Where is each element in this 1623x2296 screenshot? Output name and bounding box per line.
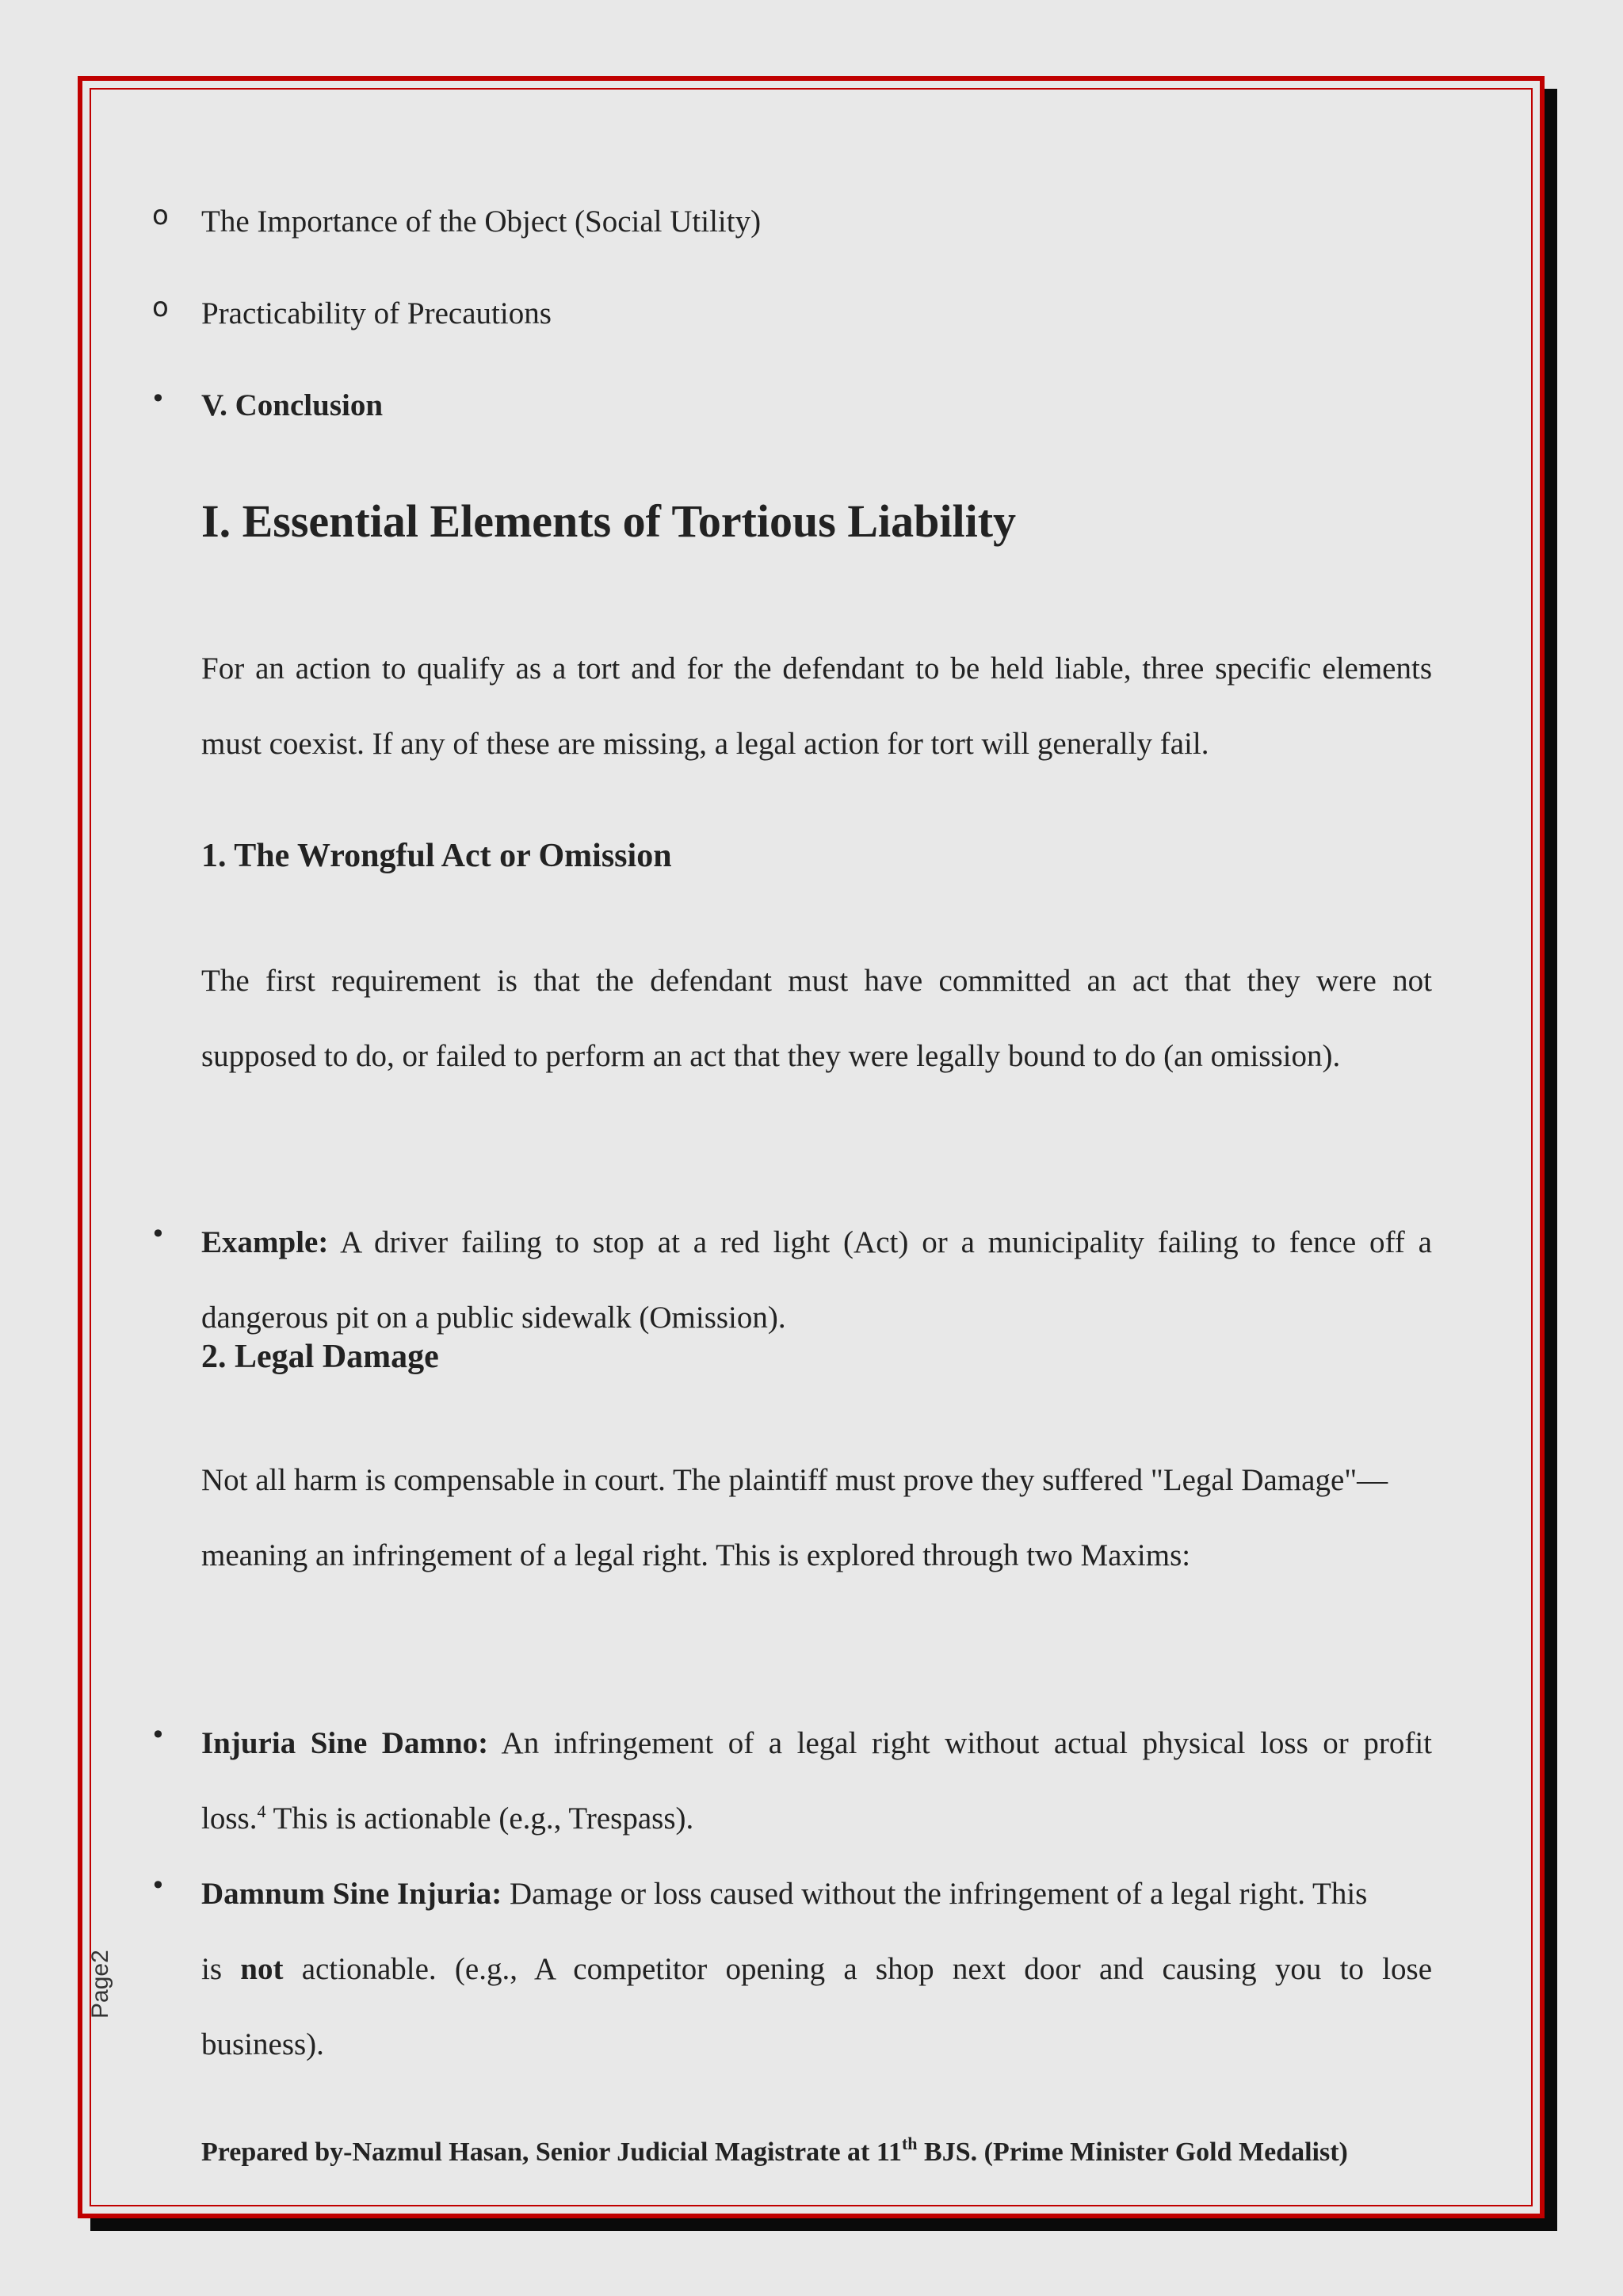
page-number-label: Page2 [87, 1950, 113, 2019]
maxim-text: Damage or loss caused without the infringement of a legal right. This [509, 1877, 1368, 1911]
paragraph-line: The first requirement is that the defendant must have committed an act that they were not [201, 964, 1432, 998]
legal-damage-paragraph [201, 1442, 1432, 1593]
paragraph-line [201, 1706, 1432, 1781]
maxim-label: Injuria Sine Damno: [201, 1726, 489, 1760]
paragraph-line [201, 1205, 1432, 1280]
footer-superscript: th [901, 2134, 918, 2153]
subsection-heading: 1. The Wrongful Act or Omission [201, 838, 672, 874]
maxim-text: An infringement of a legal right without actual physical loss or profit [501, 1726, 1432, 1760]
outline-bullet-dot: • [151, 384, 166, 414]
outline-item: Practicability of Precautions [201, 296, 552, 330]
maxim-text: is [201, 1952, 241, 1986]
paragraph-line: For an action to qualify as a tort and for the defendant to be held liable, three specific elements [201, 651, 1432, 686]
example-label: Example: [201, 1225, 329, 1259]
paragraph-line: must coexist. If any of these are missing, a legal action for tort will generally fail. [201, 727, 1209, 761]
bullet-dot: • [151, 1870, 166, 1901]
maxim-text: loss. [201, 1801, 258, 1836]
maxim-item [201, 1856, 1432, 2082]
paragraph-line [201, 1781, 1432, 1856]
emphasis-not: not [240, 1952, 284, 1986]
bullet-dot: • [151, 1720, 166, 1750]
maxim-label: Damnum Sine Injuria: [201, 1877, 502, 1911]
example-item [201, 1205, 1432, 1355]
paragraph-line [201, 1856, 1432, 1931]
outline-item: V. Conclusion [201, 388, 384, 422]
bullet-dot: • [151, 1219, 166, 1249]
paragraph-line: Not all harm is compensable in court. The plaintiff must prove they suffered "Legal Damage"— [201, 1463, 1388, 1497]
outline-item: The Importance of the Object (Social Utility) [201, 204, 762, 239]
maxim-item [201, 1706, 1432, 1856]
paragraph-line: supposed to do, or failed to perform an act that they were legally bound to do (an omission). [201, 1039, 1341, 1073]
page-content [82, 81, 1540, 2214]
intro-paragraph [201, 631, 1432, 781]
outline-bullet-circle: o [152, 292, 169, 323]
example-text: A driver failing to stop at a red light (Act) or a municipality failing to fence off a [340, 1225, 1432, 1259]
maxim-text: actionable. (e.g., A competitor opening a shop next door and causing you to lose [283, 1952, 1432, 1986]
subsection-heading: 2. Legal Damage [201, 1339, 439, 1375]
paragraph-line [201, 1931, 1432, 2007]
wrongful-act-paragraph [201, 943, 1432, 1094]
footer-text: Prepared by-Nazmul Hasan, Senior Judicial Magistrate at 11 [201, 2137, 902, 2167]
paragraph-line: business). [201, 2027, 324, 2061]
outline-bullet-circle: o [152, 200, 169, 231]
paragraph-line: meaning an infringement of a legal right. This is explored through two Maxims: [201, 1538, 1191, 1572]
footer-credit [201, 2134, 1348, 2168]
section-heading: I. Essential Elements of Tortious Liability [201, 495, 1017, 547]
maxim-text: This is actionable (e.g., Trespass). [265, 1801, 694, 1836]
paragraph-line: dangerous pit on a public sidewalk (Omission). [201, 1301, 786, 1335]
page-frame [78, 76, 1545, 2218]
footer-text: BJS. (Prime Minister Gold Medalist) [917, 2137, 1348, 2167]
footnote-marker[interactable]: 4 [257, 1801, 266, 1821]
